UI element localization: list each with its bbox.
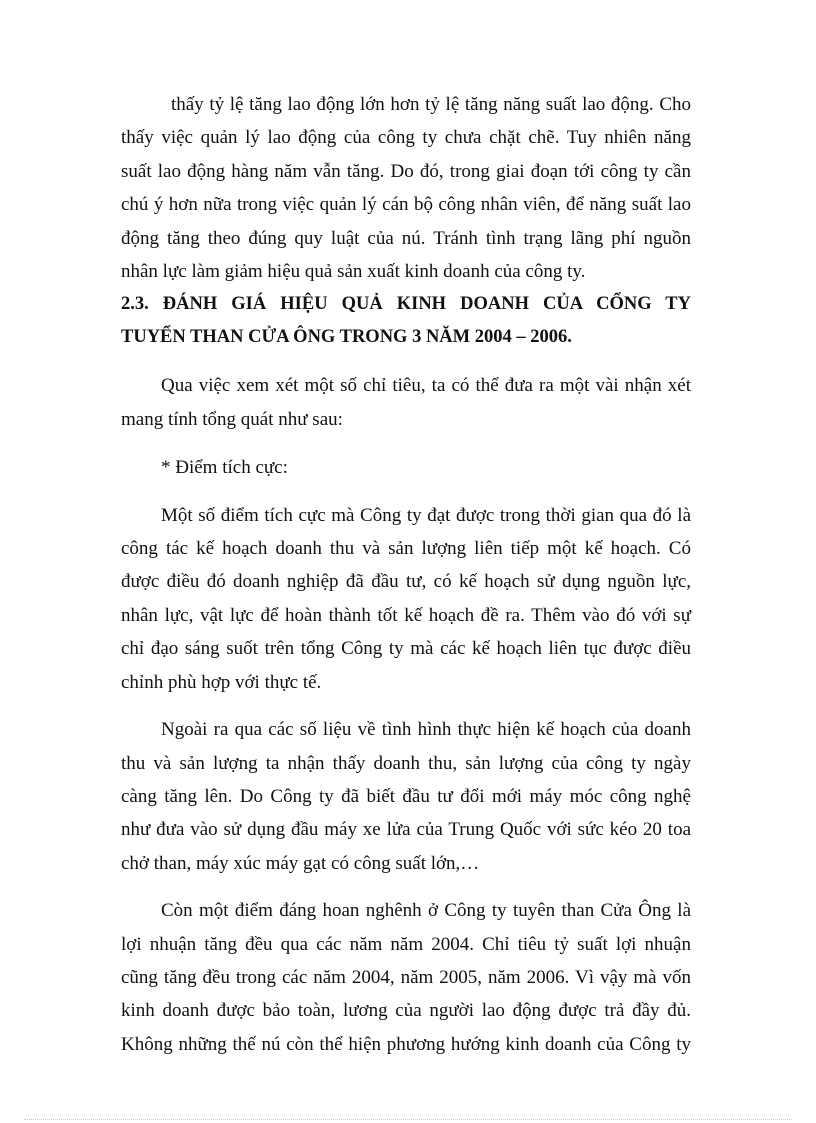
- text-line: Một số điểm tích cực mà Công ty đạt được trong thời gian qua đó là: [161, 504, 691, 526]
- text-line: động tăng theo đúng quy luật của nú. Tránh tình trạng lãng phí nguồn: [121, 227, 691, 249]
- text-line: kinh doanh được bảo toàn, lương của người lao động được trả đầy đủ.: [121, 1000, 691, 1022]
- paragraph-revenue-output: [121, 713, 691, 880]
- text-line: nhân lực làm giảm hiệu quả sản xuất kinh doanh của công ty.: [121, 261, 586, 283]
- bullet-positive-points: [121, 451, 691, 484]
- text-line: Qua việc xem xét một số chỉ tiêu, ta có thể đưa ra một vài nhận xét: [161, 375, 691, 397]
- text-line: lợi nhuận tăng đều qua các năm năm 2004. Chỉ tiêu tỷ suất lợi nhuận: [121, 933, 691, 955]
- text-line: mang tính tổng quát như sau:: [121, 408, 343, 430]
- section-heading: [121, 288, 691, 354]
- heading-line: TUYỂN THAN CỬA ÔNG TRONG 3 NĂM 2004 – 2006.: [121, 327, 572, 348]
- text-line: * Điểm tích cực:: [161, 457, 288, 479]
- text-line: càng tăng lên. Do Công ty đã biết đầu tư đổi mới máy móc công nghệ: [121, 785, 691, 807]
- text-line: nhân lực, vật lực để hoàn thành tốt kế hoạch đề ra. Thêm vào đó với sự: [121, 604, 691, 626]
- text-line: được điều đó doanh nghiệp đã đầu tư, có kế hoạch sử dụng nguồn lực,: [121, 571, 691, 593]
- text-line: cũng tăng đều trong các năm 2004, năm 2005, năm 2006. Vì vậy mà vốn: [121, 966, 691, 988]
- text-line: Không những thế nú còn thể hiện phương hướng kinh doanh của Công ty: [121, 1033, 691, 1055]
- paragraph-intro: [121, 369, 691, 436]
- document-page: [121, 88, 691, 1061]
- text-line: thấy việc quản lý lao động của công ty chưa chặt chẽ. Tuy nhiên năng: [121, 127, 691, 149]
- text-line: Còn một điểm đáng hoan nghênh ở Công ty tuyên than Cửa Ông là: [161, 900, 691, 922]
- text-line: công tác kế hoạch doanh thu và sản lượng liên tiếp một kế hoạch. Có: [121, 538, 691, 560]
- text-line: chỉnh phù hợp với thực tế.: [121, 671, 322, 693]
- heading-line: 2.3. ĐÁNH GIÁ HIỆU QUẢ KINH DOANH CỦA CỔNG TY: [121, 294, 691, 315]
- paragraph-positive-points: [121, 499, 691, 699]
- page-bottom-divider: [24, 1119, 792, 1120]
- text-line: như đưa vào sử dụng đầu máy xe lửa của Trung Quốc với sức kéo 20 toa: [121, 819, 691, 841]
- text-line: chở than, máy xúc máy gạt có công suất lớn,…: [121, 852, 480, 874]
- paragraph-profit: [121, 894, 691, 1061]
- text-line: thu và sản lượng ta nhận thấy doanh thu, sản lượng của công ty ngày: [121, 752, 691, 774]
- text-line: Ngoài ra qua các số liệu về tình hình thực hiện kế hoạch của doanh: [161, 719, 691, 741]
- text-line: chú ý hơn nữa trong việc quản lý cán bộ công nhân viên, để năng suất lao: [121, 194, 691, 216]
- text-line: suất lao động hàng năm vẫn tăng. Do đó, trong giai đoạn tới công ty cần: [121, 160, 691, 182]
- paragraph-labor-productivity: [121, 88, 691, 288]
- text-line: thấy tỷ lệ tăng lao động lớn hơn tỷ lệ tăng năng suất lao động. Cho: [171, 94, 691, 115]
- text-line: chỉ đạo sáng suốt trên tổng Công ty mà các kế hoạch liên tục được điều: [121, 638, 691, 660]
